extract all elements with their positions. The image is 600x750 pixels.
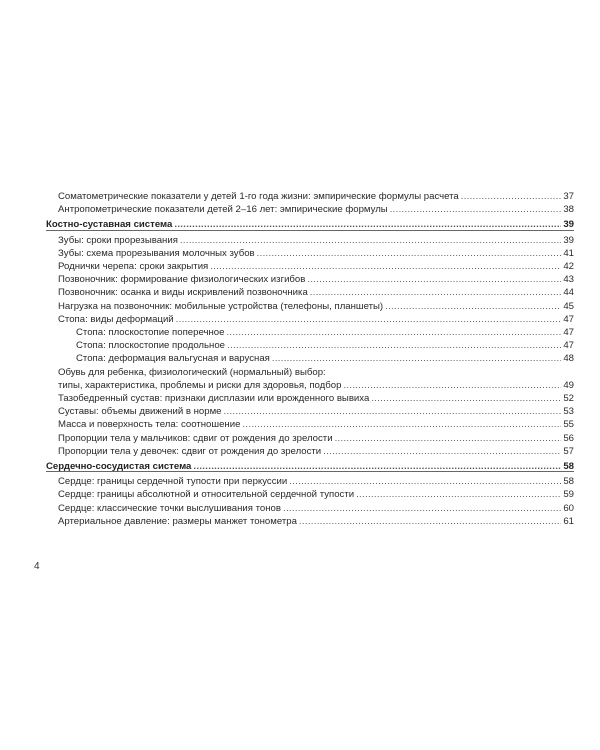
toc-entry-title: Стопа: деформация вальгусная и варусная (76, 353, 270, 365)
toc-entry[interactable] (46, 234, 574, 247)
dot-leader (227, 339, 561, 352)
dot-leader (356, 488, 561, 501)
toc-entry-page: 38 (563, 204, 574, 216)
toc-entry-title: Нагрузка на позвоночник: мобильные устройства (телефоны, планшеты) (58, 300, 384, 312)
toc-entry-page: 56 (563, 432, 574, 444)
toc-section-title: Костно-суставная система (46, 219, 173, 231)
toc-entry-title: Суставы: объемы движений в норме (58, 406, 222, 418)
dot-leader (343, 379, 561, 392)
toc-entry-title: Соматометрические показатели у детей 1-го года жизни: эмпирические формулы расчета (58, 191, 459, 202)
toc-entry-page: 45 (563, 300, 574, 312)
toc-entry-title: Артериальное давление: размеры манжет тонометра (58, 515, 297, 527)
toc-entry-page: 47 (563, 327, 574, 339)
toc-entry[interactable] (46, 475, 574, 488)
dot-leader (226, 326, 561, 339)
toc-entry[interactable] (46, 418, 574, 431)
dot-leader (176, 313, 561, 326)
dot-leader (242, 418, 561, 431)
toc-entry-title: Сердце: границы сердечной тупости при перкуссии (58, 476, 288, 488)
dot-leader (299, 515, 561, 528)
toc-entry[interactable] (46, 313, 574, 326)
toc-entry-title: Антропометрические показатели детей 2–16 лет: эмпирические формулы (58, 204, 388, 216)
toc-section-heading[interactable] (46, 460, 574, 473)
toc-entry-page: 59 (563, 489, 574, 501)
dot-leader (224, 405, 561, 418)
dot-leader (289, 475, 561, 488)
toc-entry-page: 61 (563, 515, 574, 527)
toc-entry[interactable] (46, 502, 574, 515)
dot-leader (210, 260, 561, 273)
toc-entry-page: 43 (563, 274, 574, 286)
toc-entry-title: Сердце: классические точки выслушивания тонов (58, 502, 281, 514)
toc-entry-page: 49 (563, 379, 574, 391)
toc-entry-page: 53 (563, 406, 574, 418)
dot-leader (323, 445, 561, 458)
dot-leader (390, 203, 561, 216)
toc-entry[interactable] (46, 190, 574, 203)
toc-entry-page: 57 (563, 445, 574, 457)
toc-entry-page: 48 (563, 353, 574, 365)
toc-entry-page: 37 (563, 191, 574, 202)
toc-entry[interactable] (46, 247, 574, 260)
toc-entry-title: Зубы: схема прорезывания молочных зубов (58, 247, 255, 259)
toc-entry-multiline[interactable] (46, 366, 574, 392)
toc-entry-title: Тазобедренный сустав: признаки дисплазии или врожденного вывиха (58, 393, 370, 405)
toc-entry-title: Стопа: плоскостопие поперечное (76, 327, 225, 339)
dot-leader (257, 247, 561, 260)
toc-entry-title: Пропорции тела у девочек: сдвиг от рождения до зрелости (58, 445, 322, 457)
dot-leader (272, 352, 561, 365)
page-number: 4 (34, 561, 40, 572)
toc-entry-page: 47 (563, 340, 574, 352)
toc-entry[interactable] (46, 260, 574, 273)
toc-entry-title: Позвоночник: осанка и виды искривлений позвоночника (58, 287, 308, 299)
dot-leader (307, 273, 561, 286)
table-of-contents (46, 190, 574, 528)
toc-entry-title: Позвоночник: формирование физиологических изгибов (58, 274, 306, 286)
toc-entry[interactable] (46, 432, 574, 445)
toc-subentry[interactable] (46, 352, 574, 365)
toc-section-page: 58 (563, 461, 574, 473)
toc-entry[interactable] (46, 392, 574, 405)
toc-section-title: Сердечно-сосудистая система (46, 461, 192, 473)
dot-leader (180, 234, 561, 247)
toc-entry[interactable] (46, 273, 574, 286)
toc-entry-page: 55 (563, 419, 574, 431)
toc-entry-page: 41 (563, 247, 574, 259)
dot-leader (283, 502, 561, 515)
dot-leader (335, 432, 561, 445)
toc-entry-page: 47 (563, 313, 574, 325)
toc-entry-title: Пропорции тела у мальчиков: сдвиг от рождения до зрелости (58, 432, 333, 444)
toc-section-heading[interactable] (46, 218, 574, 231)
toc-section-page: 39 (563, 219, 574, 231)
dot-leader (371, 392, 561, 405)
toc-entry-title-line1: Обувь для ребенка, физиологический (нормальный) выбор: (58, 366, 326, 378)
toc-entry-title: Зубы: сроки прорезывания (58, 234, 178, 246)
toc-entry-title: Роднички черепа: сроки закрытия (58, 261, 209, 273)
toc-entry[interactable] (46, 286, 574, 299)
toc-entry-page: 44 (563, 287, 574, 299)
toc-entry-title: Сердце: границы абсолютной и относительной сердечной тупости (58, 489, 355, 501)
dot-leader (193, 460, 561, 473)
toc-entry[interactable] (46, 488, 574, 501)
dot-leader (174, 218, 561, 231)
dot-leader (310, 286, 561, 299)
dot-leader (385, 300, 561, 313)
toc-subentry[interactable] (46, 339, 574, 352)
toc-entry-continuation (58, 379, 574, 392)
toc-entry-page: 52 (563, 393, 574, 405)
toc-entry[interactable] (46, 445, 574, 458)
toc-entry-title-line2: типы, характеристика, проблемы и риски для здоровья, подбор (58, 379, 342, 391)
toc-entry-title: Стопа: плоскостопие продольное (76, 340, 226, 352)
toc-subentry[interactable] (46, 326, 574, 339)
toc-entry-page: 60 (563, 502, 574, 514)
toc-entry-title: Стопа: виды деформаций (58, 313, 174, 325)
toc-entry-page: 42 (563, 261, 574, 273)
dot-leader (461, 190, 561, 203)
toc-entry-title: Масса и поверхность тела: соотношение (58, 419, 241, 431)
toc-entry[interactable] (46, 203, 574, 216)
toc-entry-page: 58 (563, 476, 574, 488)
toc-entry[interactable] (46, 515, 574, 528)
toc-entry[interactable] (46, 405, 574, 418)
toc-entry-page: 39 (563, 234, 574, 246)
toc-entry[interactable] (46, 300, 574, 313)
